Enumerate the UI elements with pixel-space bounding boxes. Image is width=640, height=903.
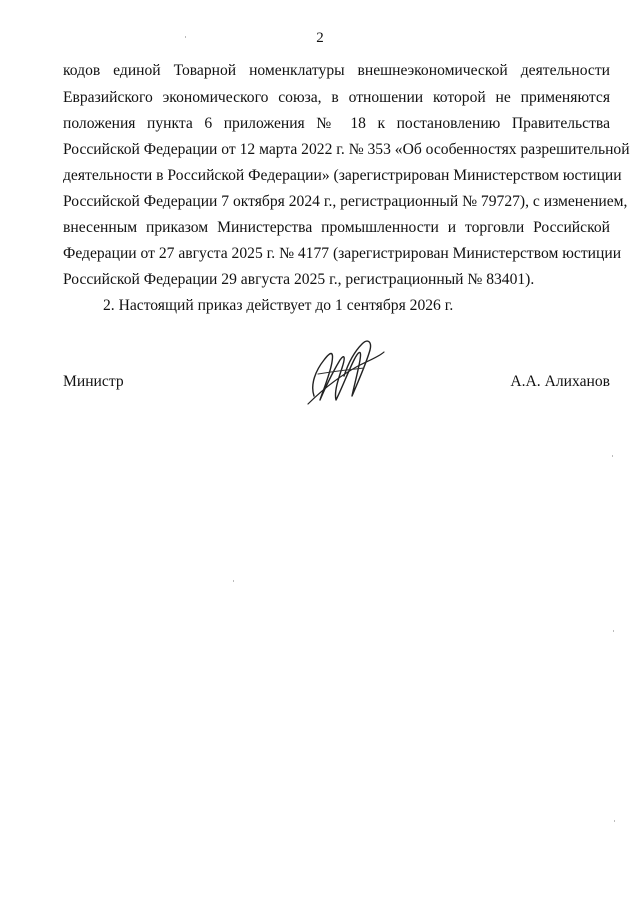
page-number: 2 bbox=[316, 30, 324, 46]
scan-speck bbox=[233, 580, 234, 582]
body-line: положения пункта 6 приложения № 18 к постановлению Правительства bbox=[63, 115, 610, 132]
body-line: внесенным приказом Министерства промышленности и торговли Российской bbox=[63, 219, 610, 236]
body-line: Российской Федерации от 12 марта 2022 г. № 353 «Об особенностях разрешительной bbox=[63, 141, 630, 158]
body-line: Евразийского экономического союза, в отношении которой не применяются bbox=[63, 89, 610, 106]
signatory-name: А.А. Алиханов bbox=[510, 373, 610, 390]
scan-speck bbox=[612, 455, 613, 457]
scan-speck bbox=[185, 36, 186, 38]
signatory-title: Министр bbox=[63, 373, 124, 390]
body-line: Российской Федерации 29 августа 2025 г., регистрационный № 83401). bbox=[63, 271, 535, 288]
scan-speck bbox=[614, 820, 615, 822]
body-line: Федерации от 27 августа 2025 г. № 4177 (зарегистрирован Министерством юстиции bbox=[63, 245, 622, 262]
body-line: кодов единой Товарной номенклатуры внешнеэкономической деятельности bbox=[63, 62, 610, 79]
handwritten-signature bbox=[300, 330, 390, 410]
scan-speck bbox=[613, 630, 614, 632]
clause-2: 2. Настоящий приказ действует до 1 сентября 2026 г. bbox=[103, 297, 454, 314]
body-line: деятельности в Российской Федерации» (зарегистрирован Министерством юстиции bbox=[63, 167, 622, 184]
body-line: Российской Федерации 7 октября 2024 г., регистрационный № 79727), с изменением, bbox=[63, 193, 628, 210]
